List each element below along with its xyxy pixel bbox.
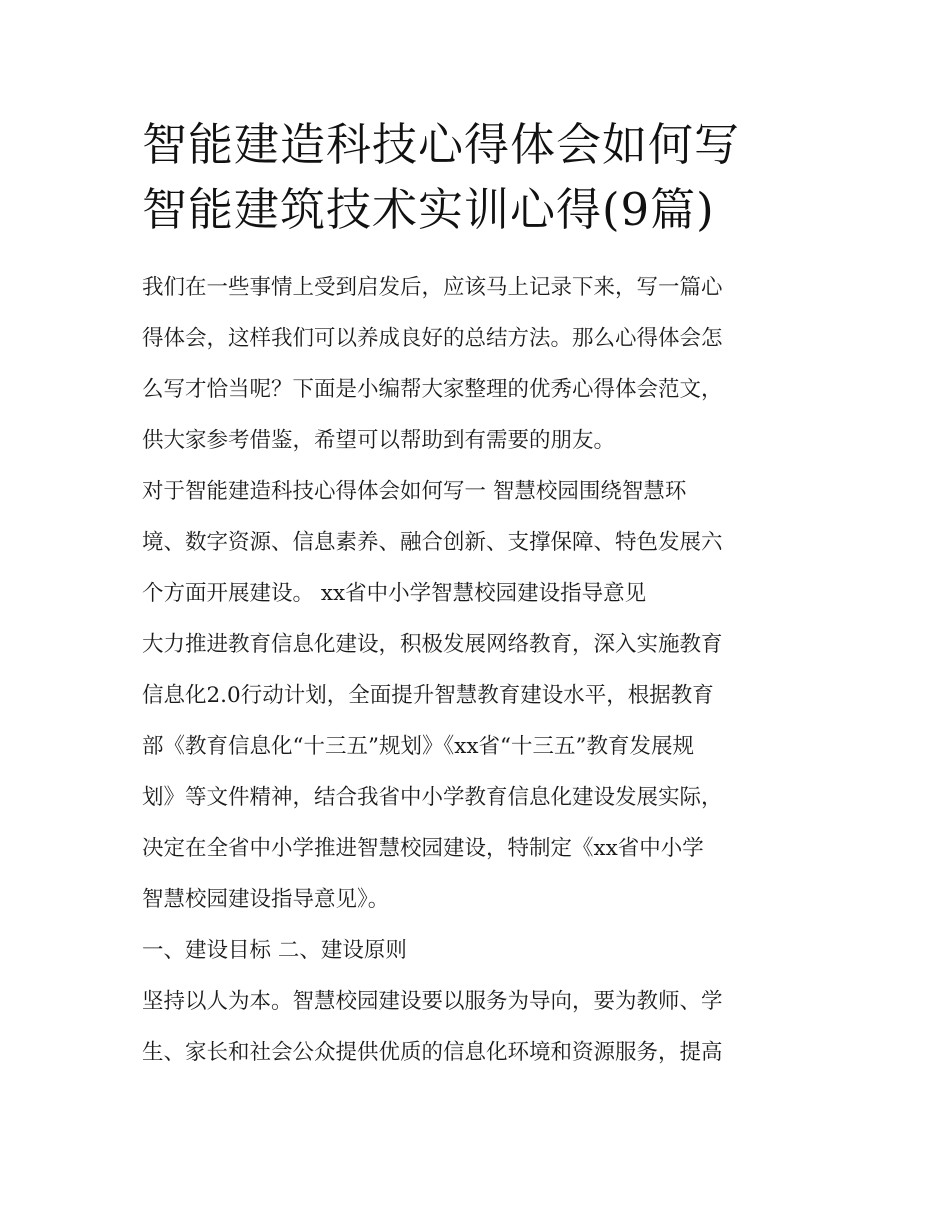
body-line: 生、家长和社会公众提供优质的信息化环境和资源服务，提高: [142, 1040, 723, 1065]
body-line: 坚持以人为本。智慧校园建设要以服务为导向，要为教师、学: [142, 989, 723, 1014]
body-line: 大力推进教育信息化建设，积极发展网络教育，深入实施教育: [142, 632, 723, 657]
title-line-1: 智能建造科技心得体会如何写: [142, 118, 741, 171]
document-title: [142, 112, 818, 242]
body-line: 供大家参考借鉴，希望可以帮助到有需要的朋友。: [142, 428, 616, 453]
body-line: 部《教育信息化“十三五”规划》《xx省“十三五”教育发展规: [142, 734, 694, 759]
body-line: 我们在一些事情上受到启发后，应该马上记录下来，写一篇心: [142, 275, 723, 300]
body-line: 境、数字资源、信息素养、融合创新、支撑保障、特色发展六: [142, 530, 723, 555]
document-body: [142, 262, 818, 1078]
body-line: 对于智能建造科技心得体会如何写一 智慧校园围绕智慧环: [142, 479, 687, 504]
body-line: 一、建设目标 二、建设原则: [142, 938, 407, 963]
body-line: 得体会，这样我们可以养成良好的总结方法。那么心得体会怎: [142, 326, 723, 351]
body-line: 划》等文件精神，结合我省中小学教育信息化建设发展实际，: [142, 785, 723, 810]
body-line: 智慧校园建设指导意见》。: [142, 887, 390, 912]
body-line: 决定在全省中小学推进智慧校园建设，特制定《xx省中小学: [142, 836, 704, 861]
title-line-2: 智能建筑技术实训心得(9篇): [142, 183, 715, 236]
body-line: 么写才恰当呢？下面是小编帮大家整理的优秀心得体会范文，: [142, 377, 723, 402]
body-line: 个方面开展建设。 xx省中小学智慧校园建设指导意见: [142, 581, 647, 606]
body-line: 信息化2.0行动计划，全面提升智慧教育建设水平，根据教育: [142, 683, 714, 708]
